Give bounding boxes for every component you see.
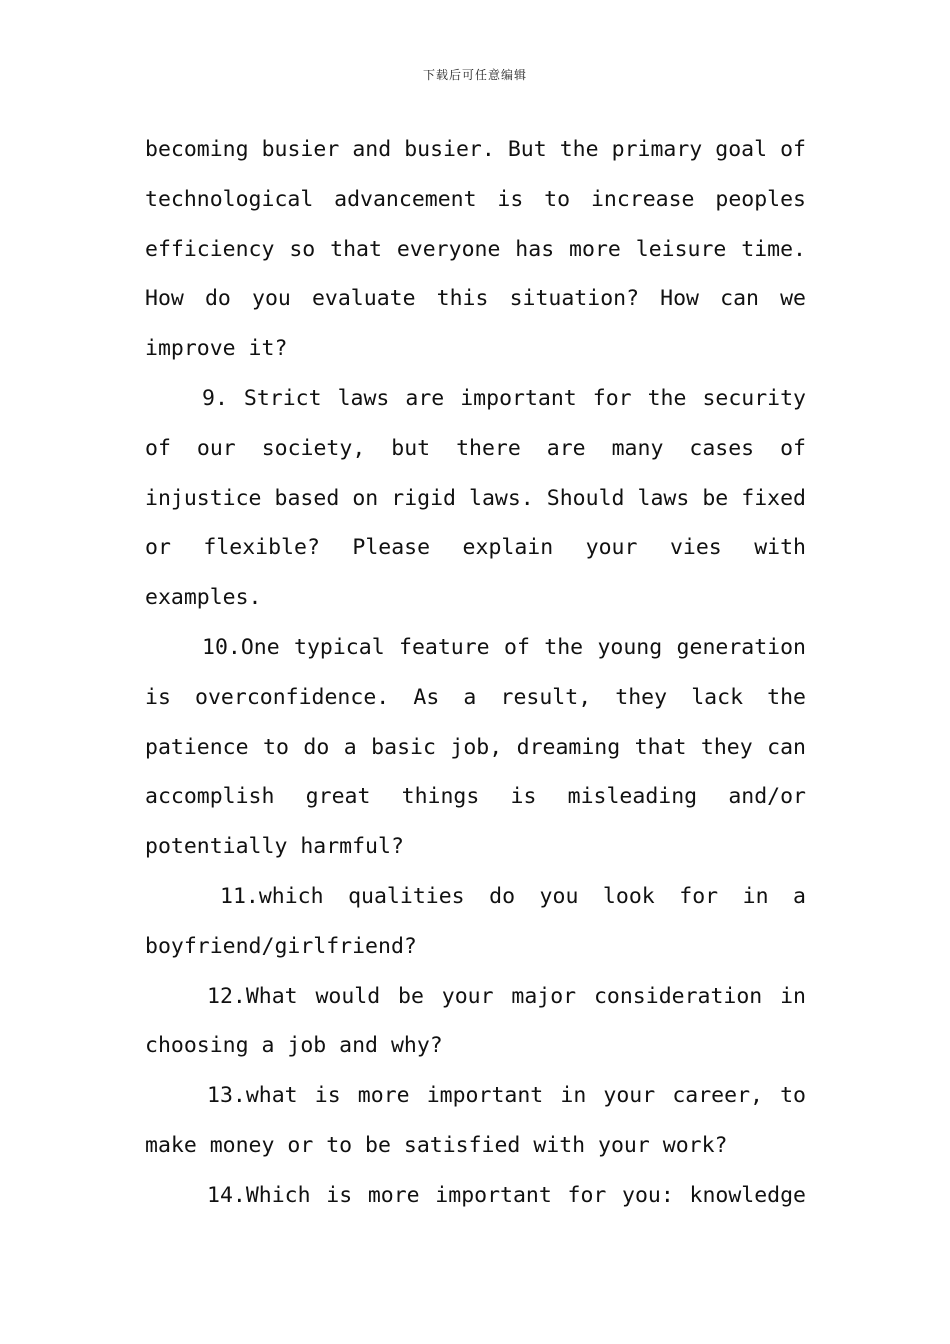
page-header: 下载后可任意编辑: [422, 68, 527, 82]
paragraph-question-12: 12.What would be your major consideration in choosing a job and why?: [145, 983, 806, 1059]
document-body: [145, 125, 806, 1221]
paragraph-question-13: 13.what is more important in your career, to make money or to be satisfied with your work?: [145, 1083, 806, 1158]
paragraph-question-11: 11.which qualities do you look for in a boyfriend/girlfriend?: [145, 883, 806, 959]
paragraph-question-14: 14.Which is more important for you: knowledge: [207, 1182, 806, 1208]
paragraph-question-10: 10.One typical feature of the young generation is overconfidence. As a result, they lack the patience to do a basic job, dreaming that they can accomplish great things is misleading and/or potentially harmful?: [145, 634, 806, 860]
paragraph-continuation: becoming busier and busier. But the primary goal of technological advancement is to increase peoples efficiency so that everyone has more leisure time. How do you evaluate this situation? How can we improve it?: [145, 137, 806, 362]
paragraph-question-9: 9. Strict laws are important for the security of our society, but there are many cases of injustice based on rigid laws. Should laws be fixed or flexible? Please explain your vies with examples.: [145, 385, 806, 611]
